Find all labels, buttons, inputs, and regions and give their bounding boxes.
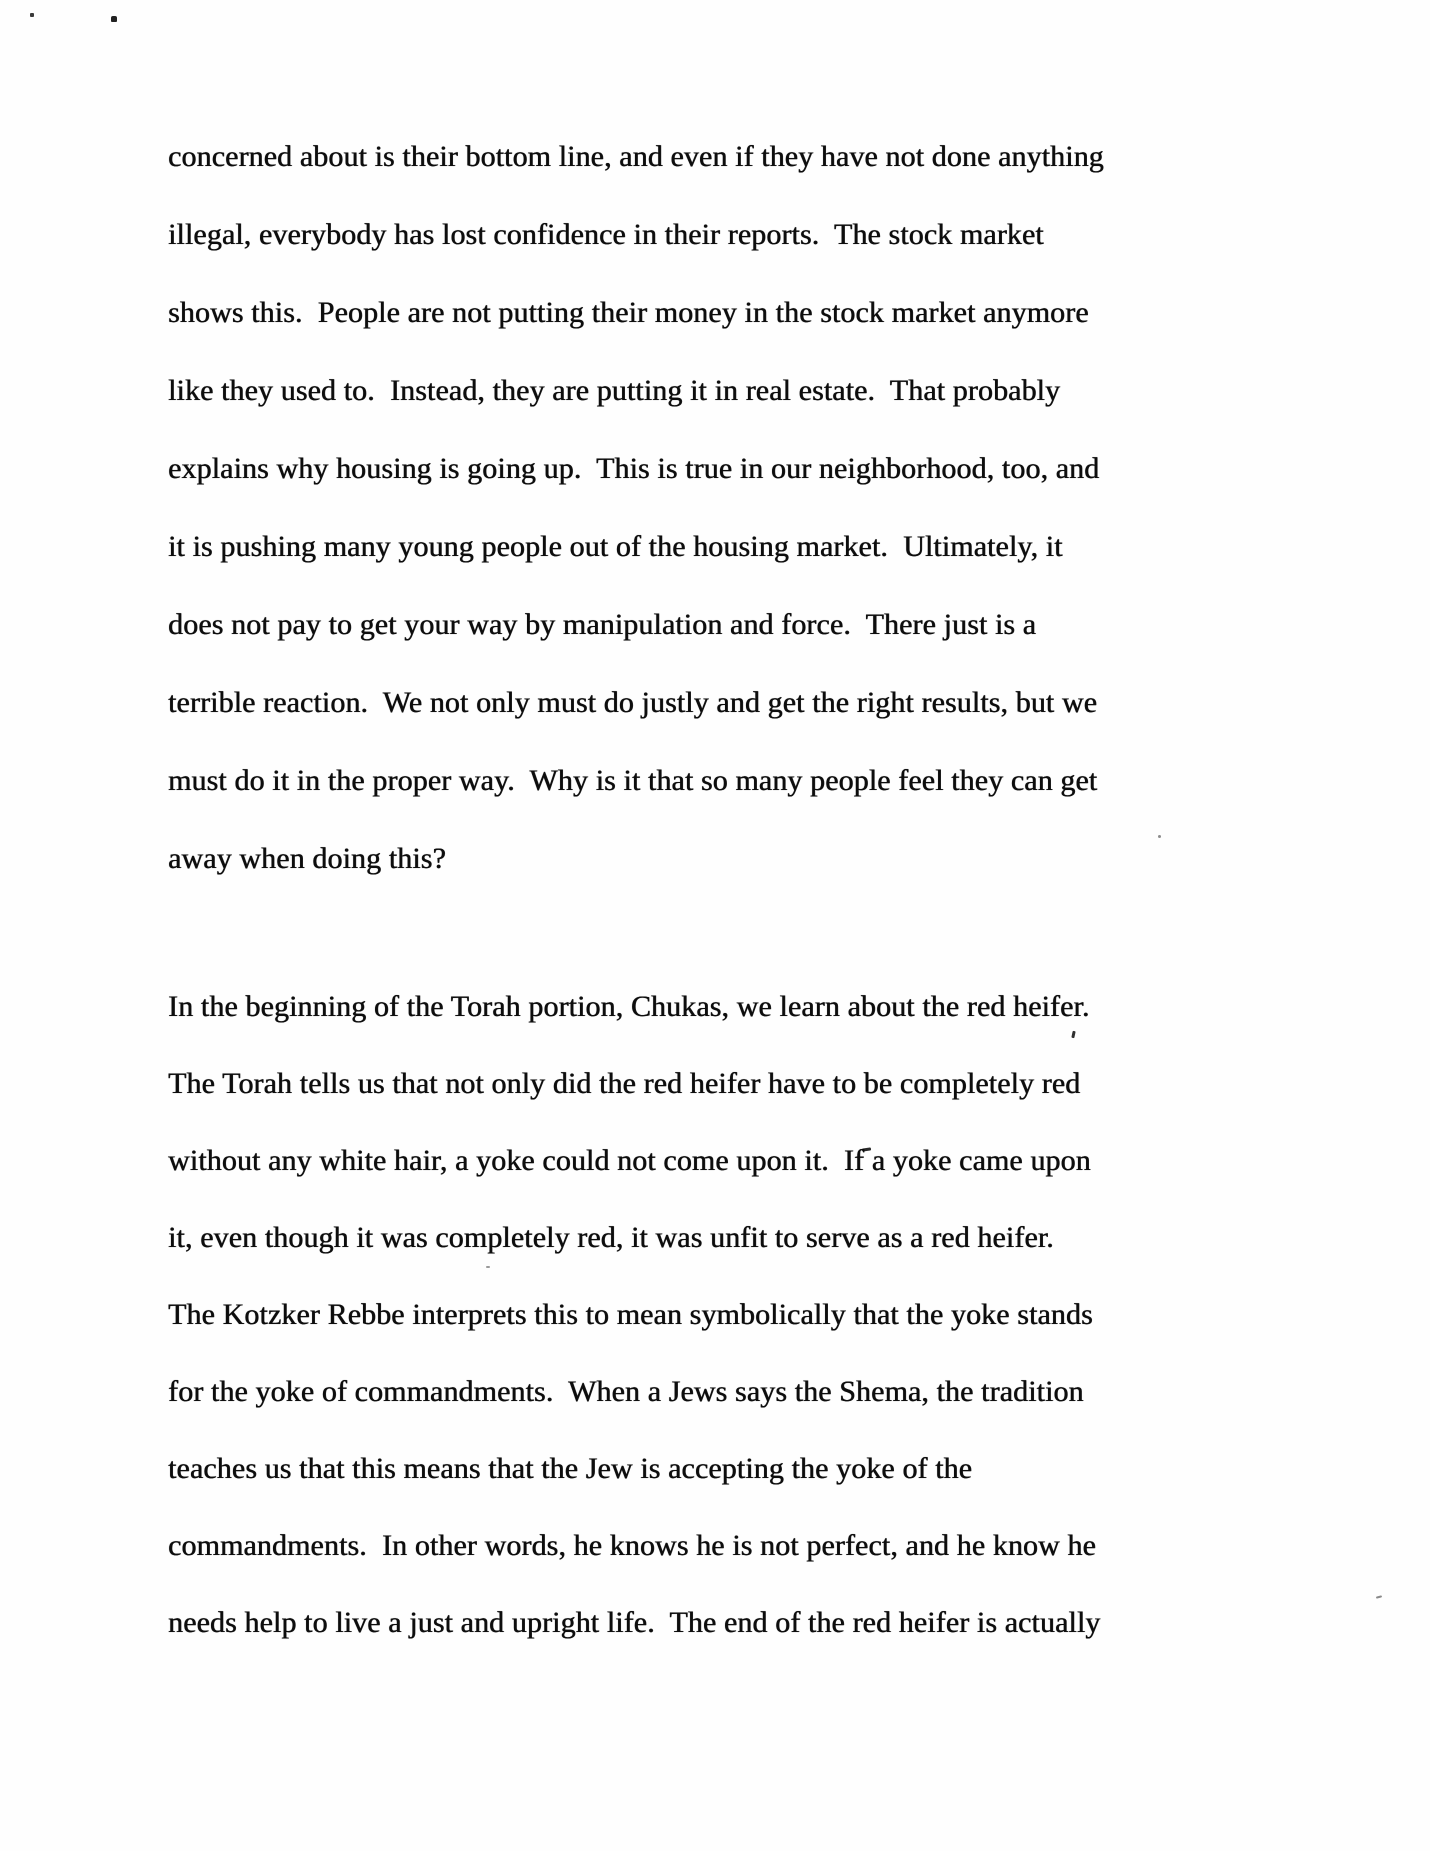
text-line: In the beginning of the Torah portion, Chukas, we learn about the red heifer. xyxy=(168,990,1090,1023)
text-line: The Torah tells us that not only did the red heifer have to be completely red xyxy=(168,1067,1081,1100)
text-line: for the yoke of commandments. When a Jews says the Shema, the tradition xyxy=(168,1375,1084,1408)
text-line: illegal, everybody has lost confidence in their reports. The stock market xyxy=(168,218,1044,251)
text-line: it, even though it was completely red, it was unfit to serve as a red heifer. xyxy=(168,1221,1054,1254)
text-line: like they used to. Instead, they are putting it in real estate. That probably xyxy=(168,374,1061,407)
text-line: teaches us that this means that the Jew is accepting the yoke of the xyxy=(168,1452,973,1485)
text-line: must do it in the proper way. Why is it that so many people feel they can get xyxy=(168,764,1098,797)
text-line: shows this. People are not putting their money in the stock market anymore xyxy=(168,296,1089,329)
text-line: without any white hair, a yoke could not come upon it. If a yoke came upon xyxy=(168,1144,1091,1177)
text-line: does not pay to get your way by manipulation and force. There just is a xyxy=(168,608,1037,641)
text-line: concerned about is their bottom line, and even if they have not done anything xyxy=(168,140,1104,173)
paragraph-1 xyxy=(168,118,1268,898)
text-line: away when doing this? xyxy=(168,842,446,875)
scan-speck xyxy=(111,16,117,22)
scan-speck xyxy=(30,13,34,17)
scan-speck xyxy=(1376,1595,1382,1598)
text-line: The Kotzker Rebbe interprets this to mean symbolically that the yoke stands xyxy=(168,1298,1093,1331)
text-line: explains why housing is going up. This is true in our neighborhood, too, and xyxy=(168,452,1100,485)
text-line: it is pushing many young people out of the housing market. Ultimately, it xyxy=(168,530,1063,563)
paragraph-2 xyxy=(168,968,1268,1661)
text-line: needs help to live a just and upright life. The end of the red heifer is actually xyxy=(168,1606,1101,1639)
text-line: terrible reaction. We not only must do justly and get the right results, but we xyxy=(168,686,1098,719)
text-line: commandments. In other words, he knows he is not perfect, and he know he xyxy=(168,1529,1096,1562)
